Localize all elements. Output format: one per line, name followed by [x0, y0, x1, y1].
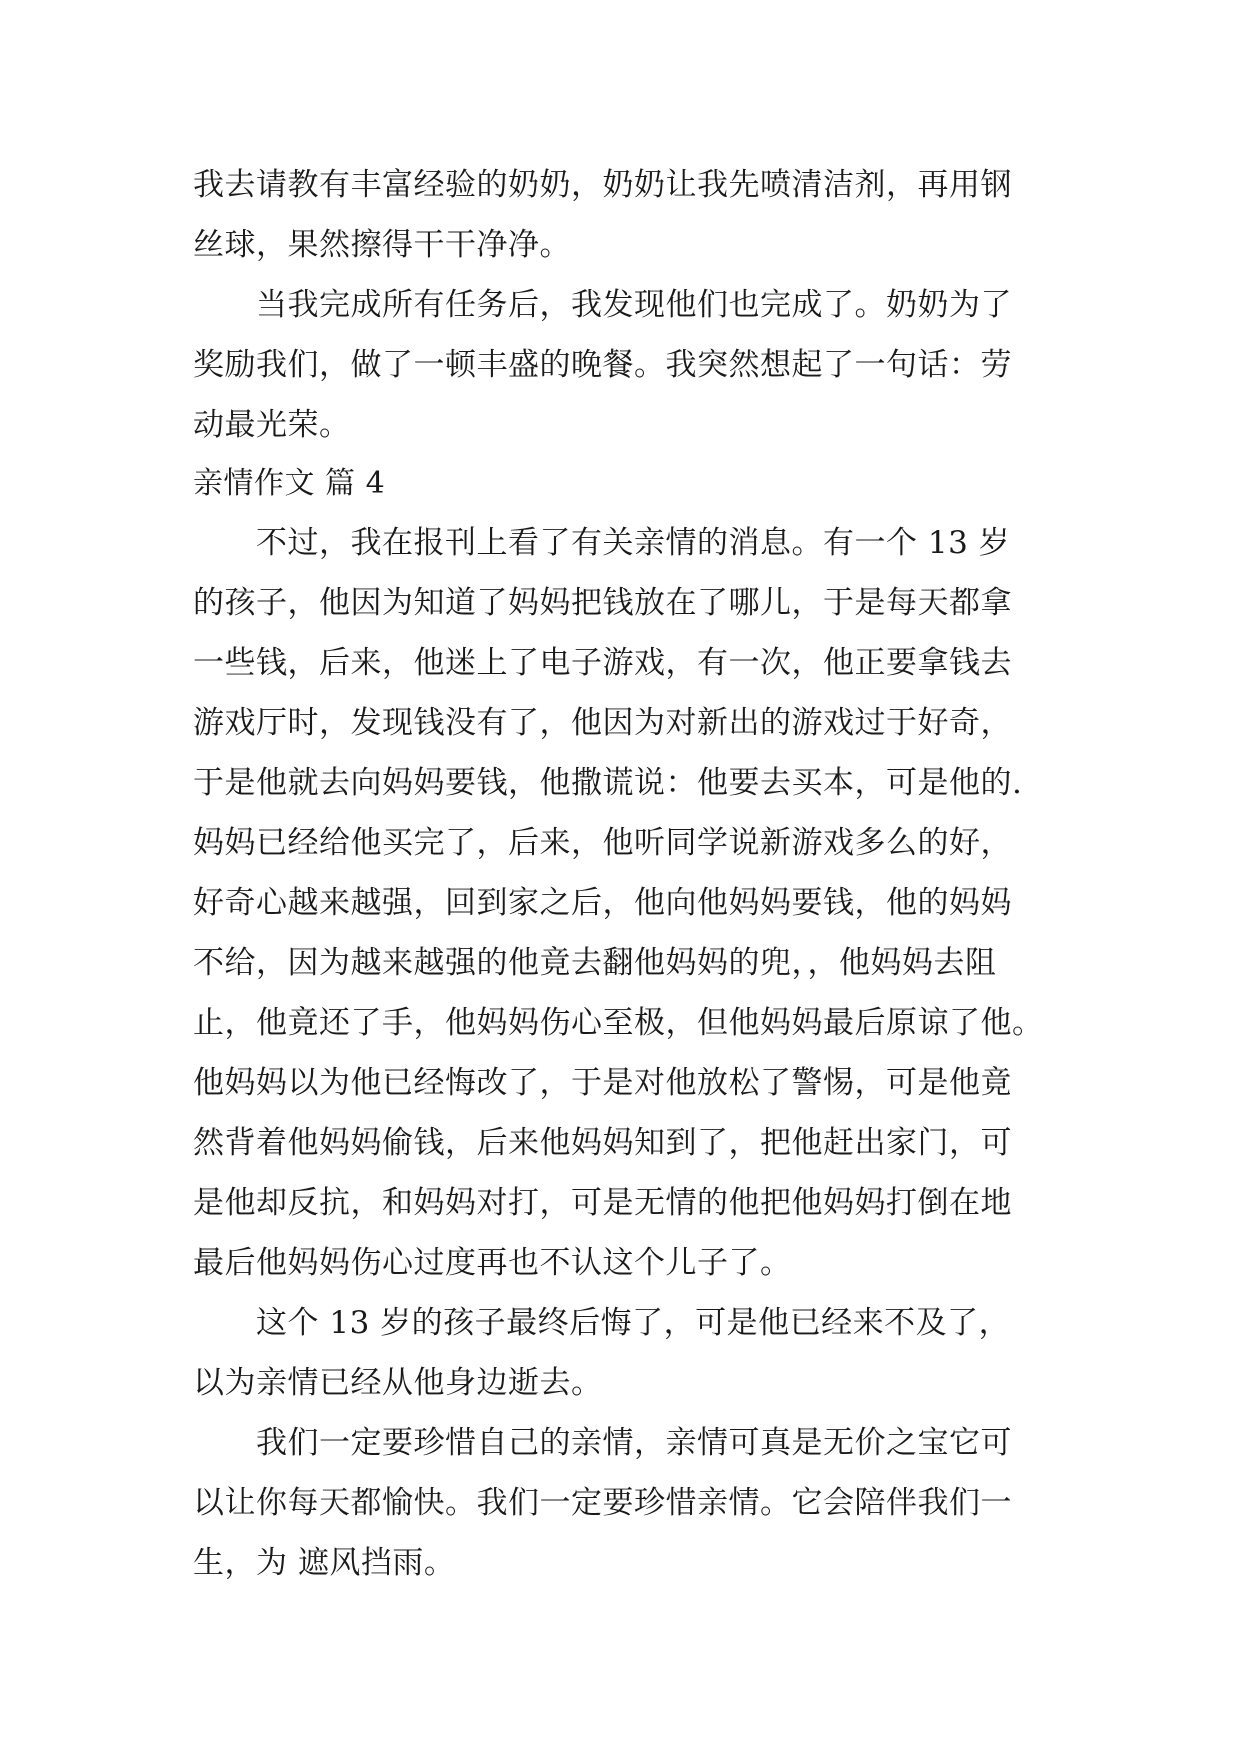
text-line: 他妈妈以为他已经悔改了，于是对他放松了警惕，可是他竟: [193, 1065, 1012, 1101]
text-line: 当我完成所有任务后，我发现他们也完成了。奶奶为了: [193, 287, 1012, 323]
section-heading: 亲情作文 篇 4: [193, 466, 386, 501]
text-line: 的孩子，他因为知道了妈妈把钱放在了哪儿，于是每天都拿: [193, 585, 1012, 621]
document-body: [193, 155, 1073, 1593]
text-line: 生，为 遮风挡雨。: [193, 1545, 456, 1581]
text-line: 一些钱，后来，他迷上了电子游戏，有一次，他正要拿钱去: [193, 645, 1012, 681]
text-line: 我们一定要珍惜自己的亲情，亲情可真是无价之宝它可: [193, 1425, 1012, 1461]
text-line: 丝球，果然擦得干干净净。: [193, 227, 571, 263]
text-line: 好奇心越来越强，回到家之后，他向他妈妈要钱，他的妈妈: [193, 885, 1012, 921]
text-line: 不过，我在报刊上看了有关亲情的消息。有一个 13 岁: [193, 525, 1011, 561]
text-line: 止，他竟还了手，他妈妈伤心至极，但他妈妈最后原谅了他。: [193, 1005, 1044, 1041]
text-line: 动最光荣。: [193, 407, 351, 443]
text-line: 以为亲情已经从他身边逝去。: [193, 1365, 603, 1401]
text-line: 不给，因为越来越强的他竟去翻他妈妈的兜，，他妈妈去阻: [193, 945, 997, 981]
text-line: 妈妈已经给他买完了，后来，他听同学说新游戏多么的好，: [193, 825, 1012, 861]
text-line: 是他却反抗，和妈妈对打，可是无情的他把他妈妈打倒在地: [193, 1185, 1012, 1221]
text-line: 这个 13 岁的孩子最终后悔了，可是他已经来不及了，: [193, 1305, 1011, 1341]
text-line: 以让你每天都愉快。我们一定要珍惜亲情。它会陪伴我们一: [193, 1485, 1012, 1521]
text-line: 我去请教有丰富经验的奶奶，奶奶让我先喷清洁剂，再用钢: [193, 167, 1012, 203]
text-line: 然背着他妈妈偷钱，后来他妈妈知到了，把他赶出家门，可: [193, 1125, 1012, 1161]
text-line: 游戏厅时，发现钱没有了，他因为对新出的游戏过于好奇，: [193, 705, 1012, 741]
text-line: 于是他就去向妈妈要钱，他撒谎说：他要去买本，可是他的.: [193, 765, 1023, 801]
text-line: 奖励我们，做了一顿丰盛的晚餐。我突然想起了一句话：劳: [193, 347, 1012, 383]
text-line: 最后他妈妈伤心过度再也不认这个儿子了。: [193, 1245, 792, 1281]
